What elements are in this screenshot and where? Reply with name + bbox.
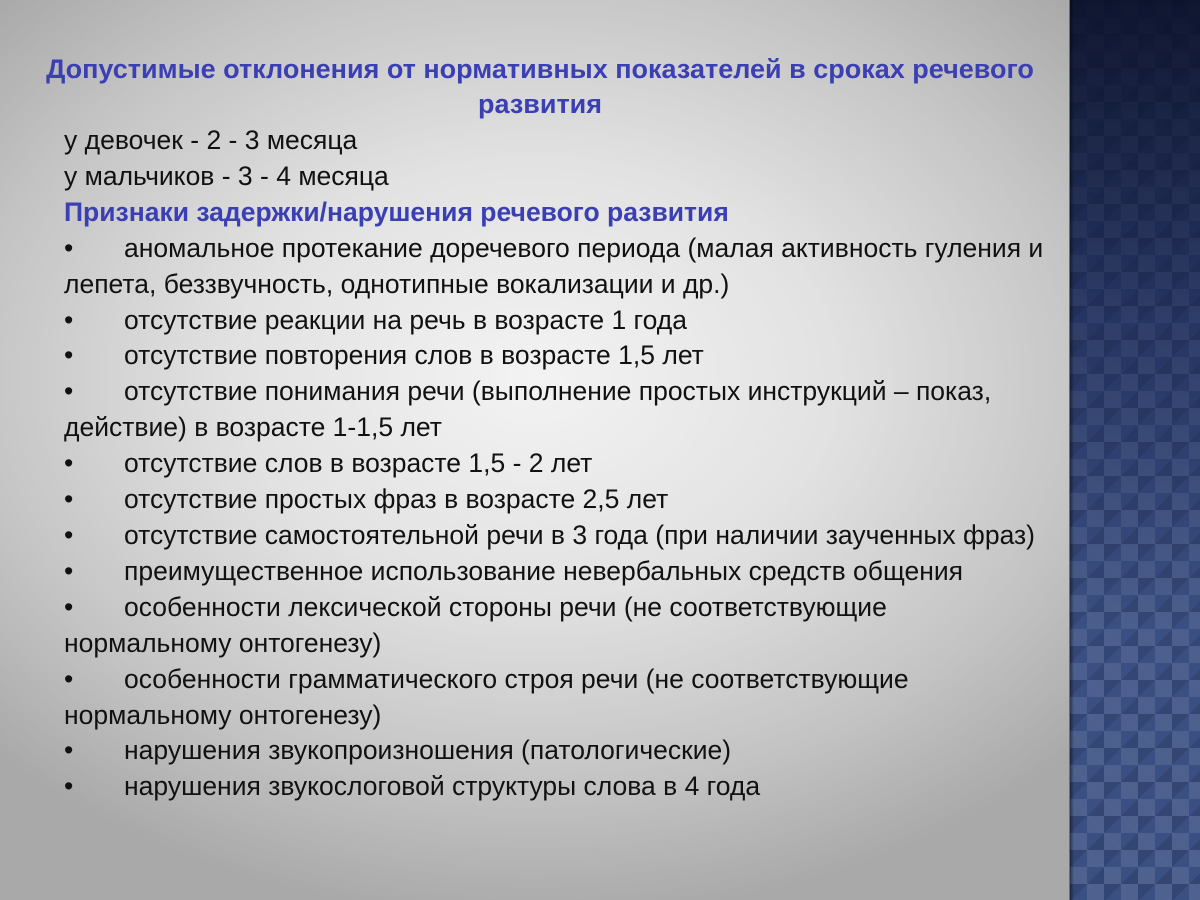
slide-title: Допустимые отклонения от нормативных показателей в сроках речевого развития xyxy=(46,54,1034,119)
bullet-icon: • xyxy=(64,304,74,335)
list-item-text: отсутствие реакции на речь в возрасте 1 года xyxy=(124,304,687,335)
list-item-text: преимущественное использование невербальных средств общения xyxy=(124,555,964,586)
list-item-text: аномальное протекание доречевого периода (малая активность гуления и лепета, беззвучность, однотипные вокализации и др.) xyxy=(64,232,1044,299)
list-item xyxy=(64,338,1054,374)
bullet-icon: • xyxy=(64,519,74,550)
list-item xyxy=(64,518,1054,554)
norm-boys: у мальчиков - 3 - 4 месяца xyxy=(64,160,389,191)
list-item-text: особенности лексической стороны речи (не соответствующие нормальному онтогенезу) xyxy=(64,591,887,658)
list-item xyxy=(64,374,1054,446)
list-item-text: нарушения звукопроизношения (патологические) xyxy=(124,735,732,766)
list-item-text: нарушения звукослоговой структуры слова в 4 года xyxy=(124,771,761,802)
bullet-icon: • xyxy=(64,555,74,586)
bullet-icon: • xyxy=(64,448,74,479)
list-item xyxy=(64,733,1054,769)
list-item xyxy=(64,446,1054,482)
list-item xyxy=(64,590,1054,662)
list-item xyxy=(64,554,1054,590)
list-item xyxy=(64,482,1054,518)
bullet-icon: • xyxy=(64,376,74,407)
bullet-icon: • xyxy=(64,340,74,371)
list-item-text: отсутствие простых фраз в возрасте 2,5 лет xyxy=(124,484,669,515)
list-item xyxy=(64,662,1054,734)
list-item-text: отсутствие самостоятельной речи в 3 года (при наличии заученных фраз) xyxy=(124,519,1036,550)
bullet-icon: • xyxy=(64,591,74,622)
bullet-icon: • xyxy=(64,484,74,515)
list-item xyxy=(64,769,1054,805)
bullet-icon: • xyxy=(64,232,74,263)
signs-subheading: Признаки задержки/нарушения речевого развития xyxy=(64,196,729,227)
list-item-text: отсутствие слов в возрасте 1,5 - 2 лет xyxy=(124,448,593,479)
decorative-side-panel xyxy=(1070,0,1200,900)
list-item-text: отсутствие повторения слов в возрасте 1,5 лет xyxy=(124,340,704,371)
list-item xyxy=(64,231,1054,303)
slide-body xyxy=(64,123,1054,805)
norm-girls: у девочек - 2 - 3 месяца xyxy=(64,125,358,155)
list-item xyxy=(64,303,1054,339)
list-item-text: особенности грамматического строя речи (не соответствующие нормальному онтогенезу) xyxy=(64,663,909,730)
list-item-text: отсутствие понимания речи (выполнение простых инструкций – показ, действие) в возрасте 1-1,5 лет xyxy=(64,376,992,443)
bullet-icon: • xyxy=(64,663,74,694)
bullet-icon: • xyxy=(64,771,74,802)
bullet-icon: • xyxy=(64,735,74,766)
